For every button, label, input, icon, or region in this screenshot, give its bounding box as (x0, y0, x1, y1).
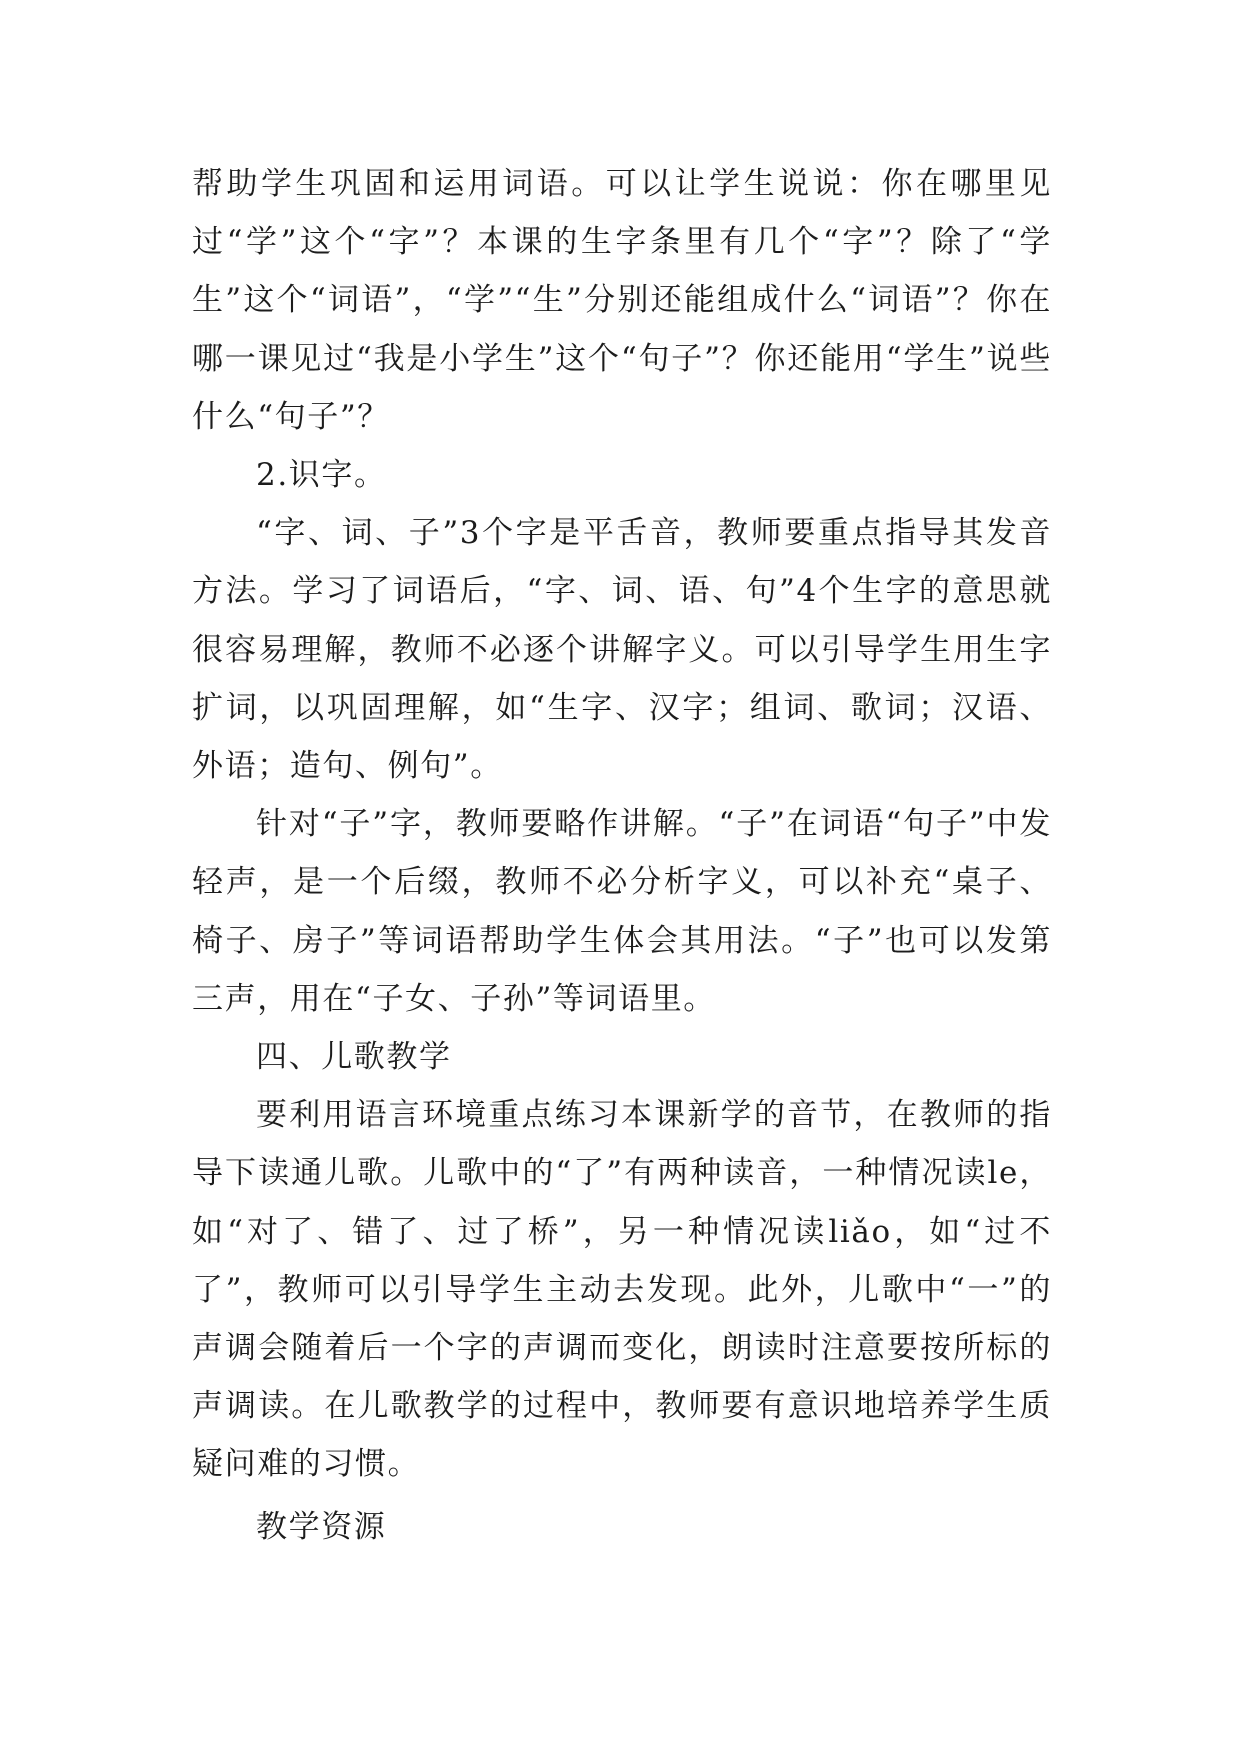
document-body (192, 155, 1052, 1556)
paragraph-zi-character: 针对“子”字，教师要略作讲解。“子”在词语“句子”中发轻声，是一个后缀，教师不必分析字义，可以补充“桌子、椅子、房子”等词语帮助学生体会其用法。“子”也可以发第三声，用在“子女、子孙”等词语里。 (192, 806, 1052, 1017)
paragraph-nursery-rhyme: 要利用语言环境重点练习本课新学的音节，在教师的指导下读通儿歌。儿歌中的“了”有两种读音，一种情况读le，如“对了、错了、过了桥”，另一种情况读liǎo，如“过不了”，教师可以引导学生主动去发现。此外，儿歌中“一”的声调会随着后一个字的声调而变化，朗读时注意要按所标的声调读。在儿歌教学的过程中，教师要有意识地培养学生质疑问难的习惯。 (192, 1097, 1052, 1483)
section-heading-literacy: 2.识字。 (256, 457, 387, 494)
section-heading-nursery-rhyme: 四、儿歌教学 (256, 1039, 452, 1076)
paragraph-continuation: 帮助学生巩固和运用词语。可以让学生说说：你在哪里见过“学”这个“字”？本课的生字条里有几个“字”？除了“学生”这个“词语”，“学”“生”分别还能组成什么“词语”？你在哪一课见过“我是小学生”这个“句子”？你还能用“学生”说些什么“句子”？ (192, 166, 1052, 435)
paragraph-pronunciation: “字、词、子”3个字是平舌音，教师要重点指导其发音方法。学习了词语后，“字、词、语、句”4个生字的意思就很容易理解，教师不必逐个讲解字义。可以引导学生用生字扩词，以巩固理解，如“生字、汉字；组词、歌词；汉语、外语；造句、例句”。 (192, 515, 1052, 785)
section-heading-resources: 教学资源 (256, 1508, 387, 1545)
